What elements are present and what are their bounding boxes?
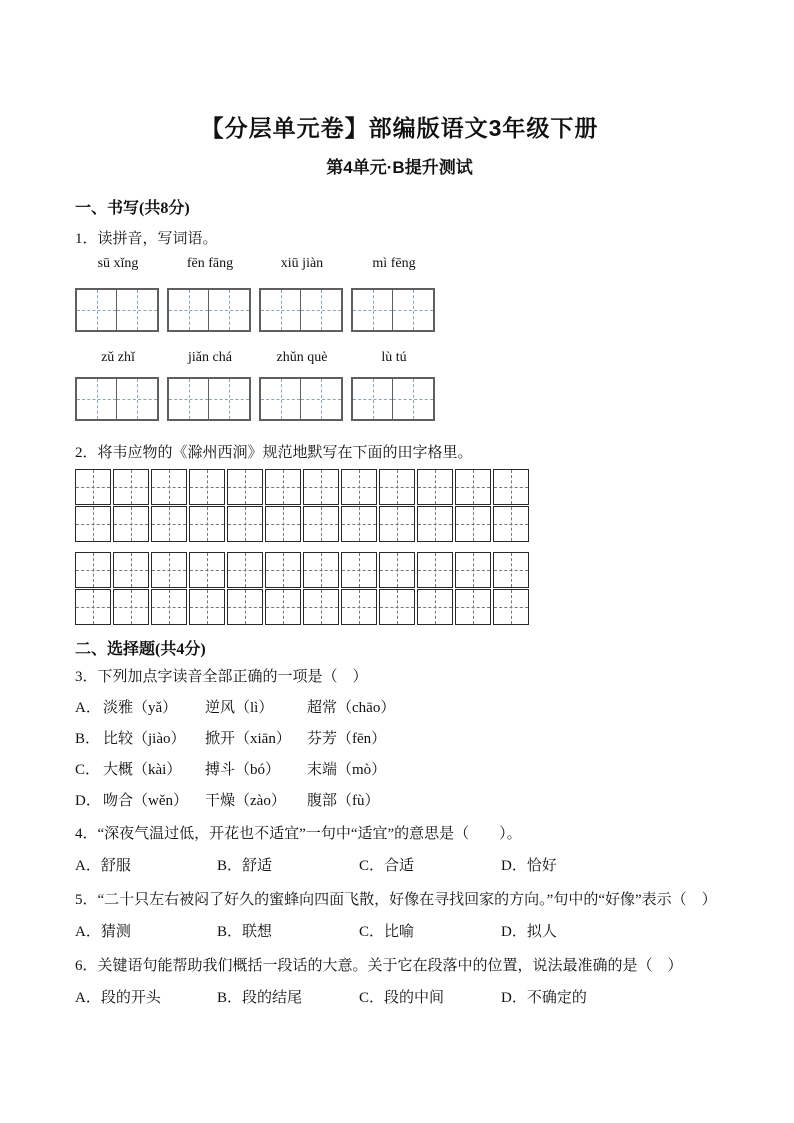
question-4-options [75, 855, 724, 877]
question-3-option-a [75, 697, 724, 719]
tian-cell [189, 506, 225, 542]
tian-cell [493, 552, 529, 588]
tian-cell [393, 290, 433, 330]
option: A．猜测 [75, 924, 131, 940]
option-label: C． [75, 762, 101, 778]
tian-cell [75, 506, 111, 542]
option-word: 淡雅（yǎ） [103, 700, 178, 716]
question-6-stem: 6．关键语句能帮助我们概括一段话的大意。关于它在段落中的位置，说法最准确的是（ ） [75, 958, 683, 974]
tian-cell [455, 589, 491, 625]
tian-cell [113, 552, 149, 588]
tian-cell [169, 379, 209, 419]
question-3-option-c [75, 759, 724, 781]
question-2-stem: 2．将韦应物的《滁州西涧》规范地默写在下面的田字格里。 [75, 445, 473, 461]
tian-cell [303, 469, 339, 505]
tian-cell [151, 552, 187, 588]
section-heading-writing: 一、书写(共8分) [75, 200, 190, 217]
tian-cell [379, 552, 415, 588]
question-3-stem: 3．下列加点字读音全部正确的一项是（ ） [75, 669, 368, 685]
option: C．合适 [359, 858, 415, 874]
option-word: 掀开（xiān） [205, 731, 291, 747]
tian-cell [261, 290, 301, 330]
tian-cell [113, 469, 149, 505]
tian-cell [493, 506, 529, 542]
tian-cell [117, 290, 157, 330]
tian-cell [261, 379, 301, 419]
word-writing-grid [259, 288, 343, 332]
option: A．舒服 [75, 858, 131, 874]
option-word: 吻合（wěn） [103, 793, 188, 809]
option-word: 干燥（zào） [205, 793, 286, 809]
tian-cell [303, 552, 339, 588]
pinyin-label: lù tú [381, 350, 407, 365]
tianzige-block-1 [75, 469, 529, 542]
option-word: 芬芳（fēn） [307, 731, 387, 747]
tian-cell [379, 469, 415, 505]
option-word: 比较（jiào） [103, 731, 186, 747]
tian-cell [113, 506, 149, 542]
pinyin-label: jiǎn chá [188, 350, 232, 365]
tian-cell [455, 552, 491, 588]
pinyin-label: sū xǐng [97, 256, 139, 271]
tian-cell [227, 506, 263, 542]
tian-cell [301, 379, 341, 419]
tian-cell [417, 506, 453, 542]
tian-cell [169, 290, 209, 330]
word-writing-grid [351, 377, 435, 421]
question-5-stem: 5．“二十只左右被闷了好久的蜜蜂向四面飞散，好像在寻找回家的方向。”句中的“好像”表示（ ） [75, 892, 717, 908]
question-6-options [75, 987, 724, 1009]
tian-cell [227, 589, 263, 625]
section-heading-choice: 二、选择题(共4分) [75, 641, 206, 658]
tian-cell [455, 506, 491, 542]
option-word: 搏斗（bó） [205, 762, 281, 778]
option: D．不确定的 [501, 990, 587, 1006]
tianzige-block-2 [75, 552, 529, 625]
tian-cell [341, 589, 377, 625]
word-writing-grid [259, 377, 343, 421]
tian-cell [353, 379, 393, 419]
pinyin-label: zhǔn què [276, 350, 328, 365]
writing-grid-row-1 [75, 288, 724, 332]
tian-cell [209, 290, 249, 330]
tian-cell [265, 552, 301, 588]
option: C．比喻 [359, 924, 415, 940]
writing-grid-row-2 [75, 377, 724, 421]
pinyin-label: xiū jiàn [280, 256, 324, 271]
tian-cell [341, 469, 377, 505]
pinyin-label: zǔ zhǐ [101, 350, 135, 365]
tian-cell [265, 506, 301, 542]
question-3-option-d [75, 790, 724, 812]
option: D．恰好 [501, 858, 557, 874]
word-writing-grid [351, 288, 435, 332]
tian-cell [77, 290, 117, 330]
tian-cell [303, 506, 339, 542]
word-writing-grid [167, 377, 251, 421]
option-word: 逆风（lì） [205, 700, 274, 716]
tian-cell [189, 552, 225, 588]
pinyin-row-2 [76, 348, 724, 368]
option-word: 末端（mò） [307, 762, 387, 778]
option-word: 腹部（fù） [307, 793, 380, 809]
tian-cell [341, 552, 377, 588]
tian-cell [379, 589, 415, 625]
tian-cell [75, 552, 111, 588]
option: A．段的开头 [75, 990, 161, 1006]
tian-cell [379, 506, 415, 542]
tian-cell [455, 469, 491, 505]
pinyin-label: fēn fāng [186, 256, 234, 271]
tian-cell [77, 379, 117, 419]
option-word: 超常（chāo） [307, 700, 396, 716]
question-1-stem: 1．读拼音，写词语。 [75, 231, 218, 247]
tian-cell [417, 552, 453, 588]
option: C．段的中间 [359, 990, 445, 1006]
tian-cell [493, 589, 529, 625]
tian-cell [227, 552, 263, 588]
pinyin-row-1 [76, 254, 724, 274]
tian-cell [189, 469, 225, 505]
word-writing-grid [75, 377, 159, 421]
tian-cell [209, 379, 249, 419]
tian-cell [75, 469, 111, 505]
tian-cell [341, 506, 377, 542]
option-word: 大概（kài） [103, 762, 182, 778]
tian-cell [151, 589, 187, 625]
option: B．舒适 [217, 858, 273, 874]
tian-cell [417, 589, 453, 625]
tian-cell [265, 469, 301, 505]
document-subtitle: 第4单元·B提升测试 [326, 158, 473, 177]
tian-cell [417, 469, 453, 505]
question-3-option-b [75, 728, 724, 750]
option-label: D． [75, 793, 101, 809]
word-writing-grid [75, 288, 159, 332]
tian-cell [117, 379, 157, 419]
tian-cell [151, 506, 187, 542]
tian-cell [303, 589, 339, 625]
tian-cell [393, 379, 433, 419]
tian-cell [493, 469, 529, 505]
tian-cell [353, 290, 393, 330]
option: D．拟人 [501, 924, 557, 940]
pinyin-label: mì fēng [372, 256, 416, 271]
tian-cell [113, 589, 149, 625]
document-title: 【分层单元卷】部编版语文3年级下册 [200, 115, 599, 141]
option-label: B． [75, 731, 101, 747]
question-5-options [75, 921, 724, 943]
tian-cell [151, 469, 187, 505]
option: B．联想 [217, 924, 273, 940]
question-4-stem: 4．“深夜气温过低，开花也不适宜”一句中“适宜”的意思是（ ）。 [75, 826, 522, 842]
tian-cell [301, 290, 341, 330]
tian-cell [227, 469, 263, 505]
option: B．段的结尾 [217, 990, 303, 1006]
tian-cell [265, 589, 301, 625]
option-label: A． [75, 700, 101, 716]
tian-cell [189, 589, 225, 625]
tian-cell [75, 589, 111, 625]
word-writing-grid [167, 288, 251, 332]
